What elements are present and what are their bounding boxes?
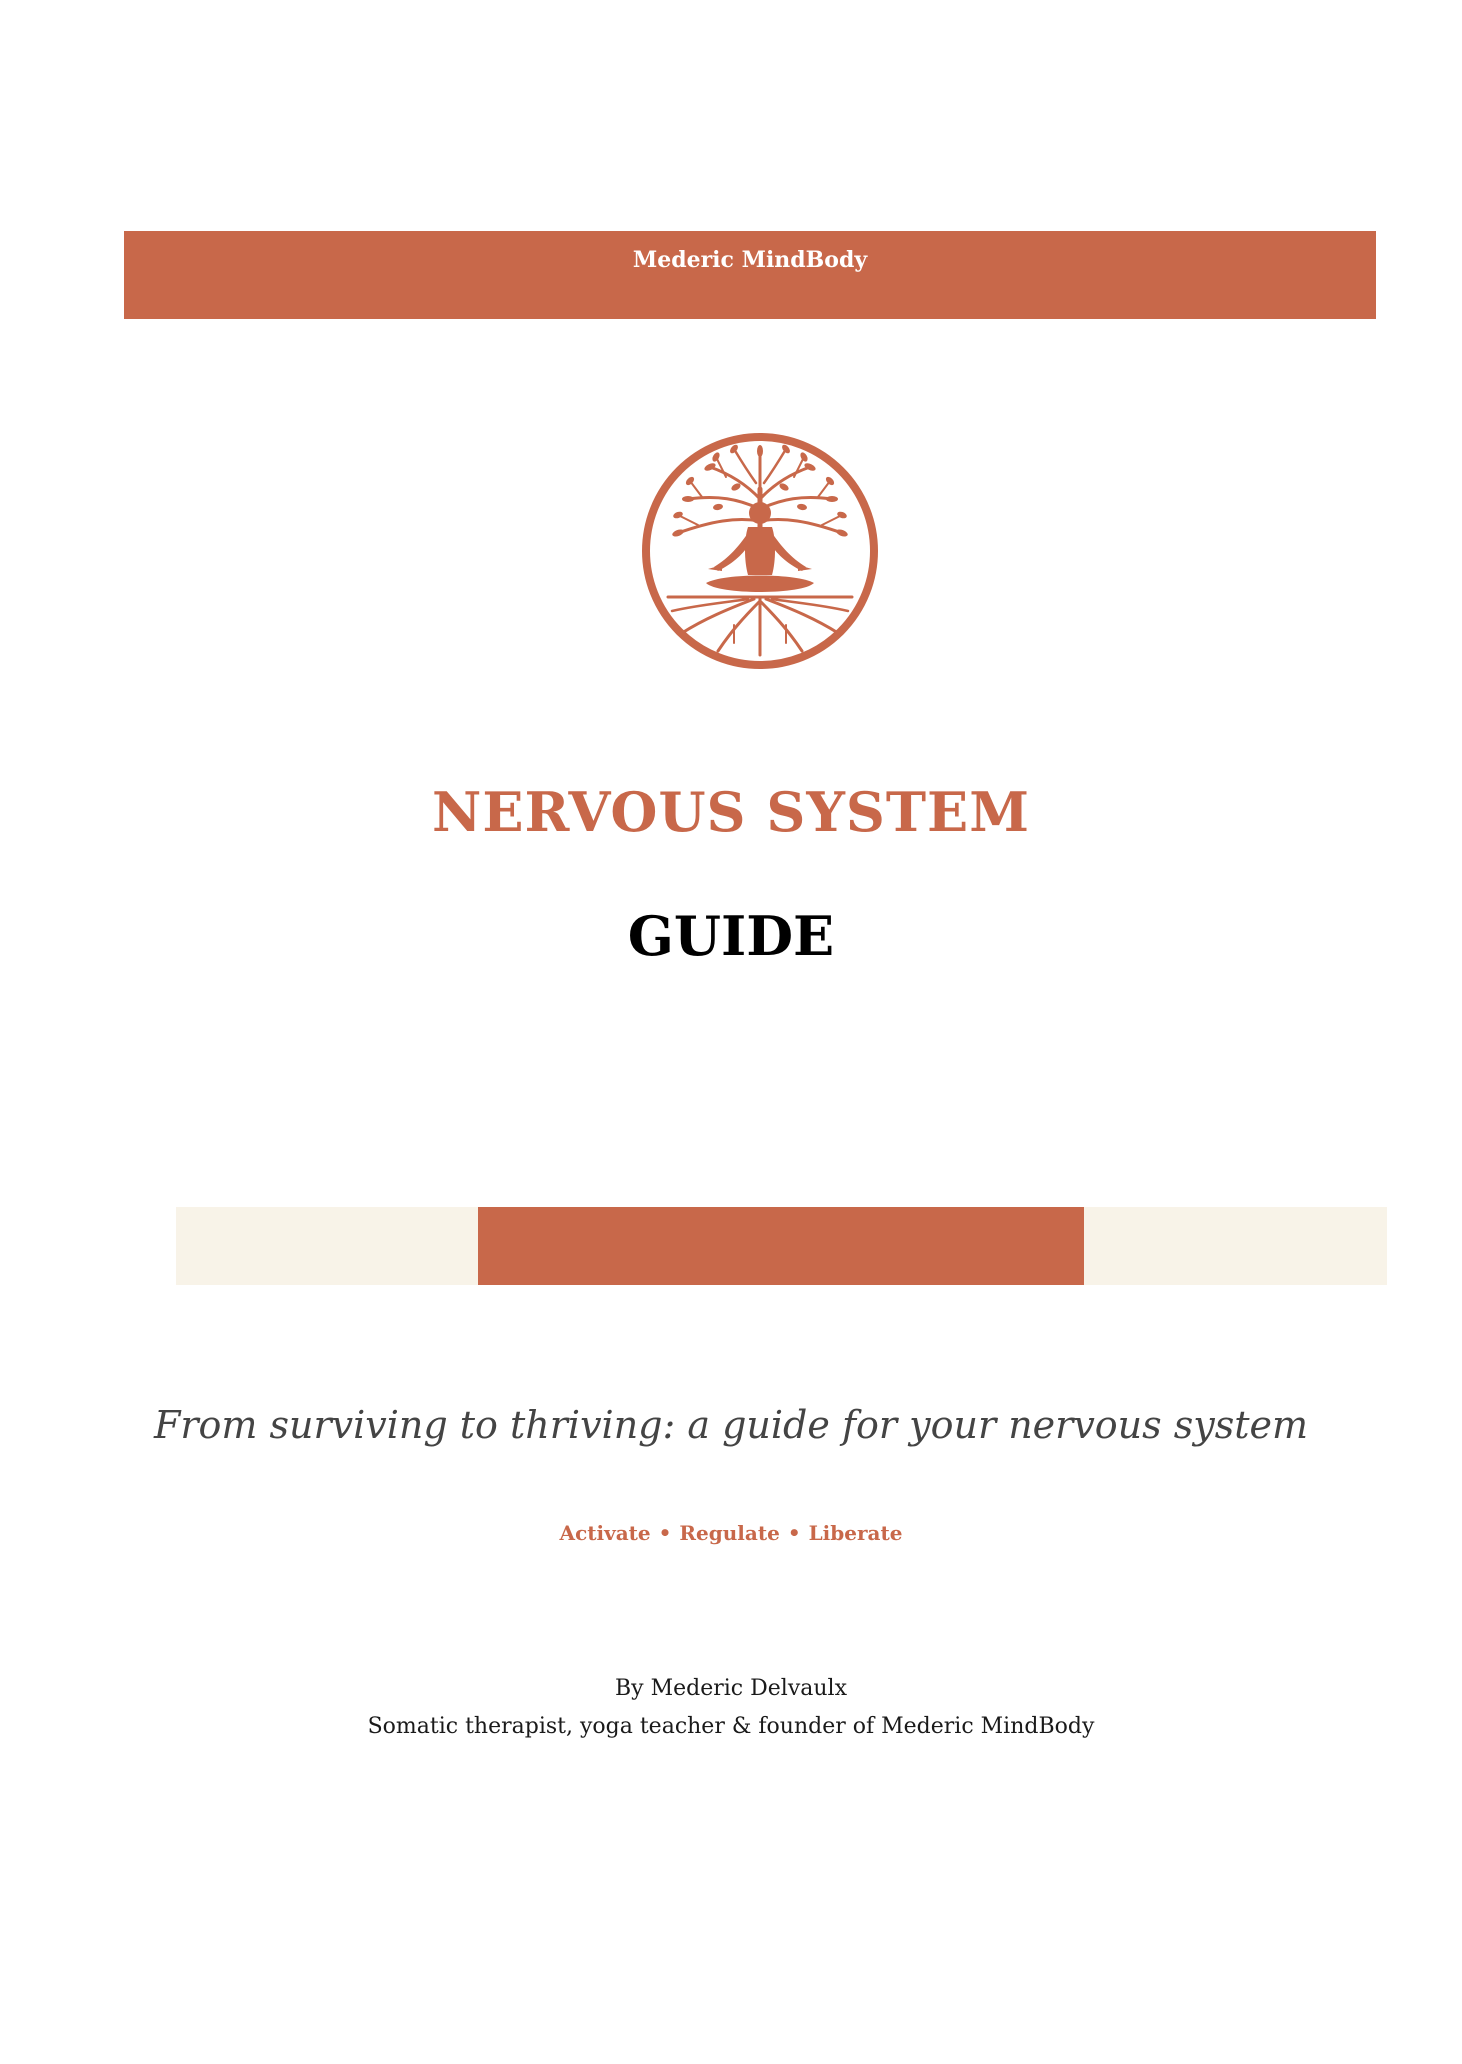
meditation-tree-of-life-icon <box>638 429 882 673</box>
guide-subtitle: GUIDE <box>627 904 835 968</box>
brand-name: Mederic MindBody <box>632 247 868 273</box>
tagline: From surviving to thriving: a guide for your nervous system <box>154 1403 1308 1447</box>
header-bar <box>124 231 1376 319</box>
author-role: Somatic therapist, yoga teacher & founder of Mederic MindBody <box>367 1714 1095 1739</box>
author-block <box>0 1670 1462 1746</box>
bullet-separator-icon: • <box>787 1521 801 1545</box>
author-byline: By Mederic Delvaulx <box>615 1676 847 1701</box>
bullet-separator-icon: • <box>658 1521 672 1545</box>
keyword-regulate: Regulate <box>679 1521 780 1545</box>
keyword-activate: Activate <box>559 1521 651 1545</box>
keyword-liberate: Liberate <box>808 1521 903 1545</box>
keyword-list <box>0 1521 1462 1545</box>
decorative-band-accent <box>478 1207 1084 1285</box>
decorative-band <box>176 1207 1387 1285</box>
guide-title: NERVOUS SYSTEM <box>431 780 1030 844</box>
